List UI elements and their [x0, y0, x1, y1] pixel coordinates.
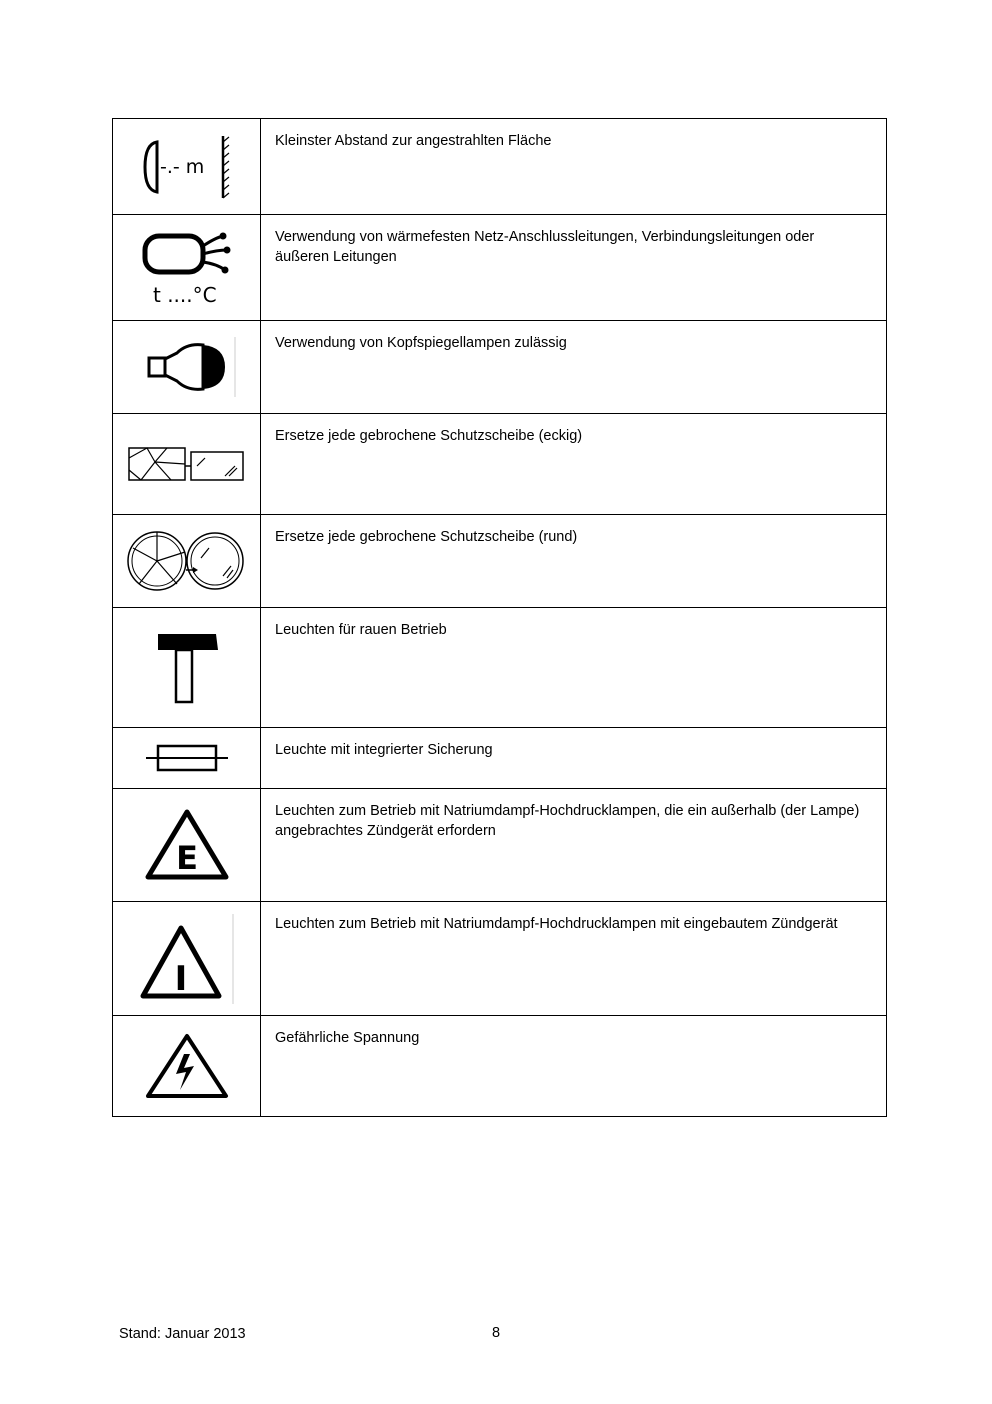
icon-cell — [113, 608, 261, 728]
table-row — [113, 789, 887, 902]
triangle-letter: E — [175, 839, 198, 877]
description-cell: Verwendung von wärmefesten Netz-Anschlussleitungen, Verbindungsleitungen oder äußeren Leitungen — [261, 215, 887, 321]
heat-resistant-cable-icon — [137, 228, 237, 308]
broken-glass-square-icon — [127, 444, 247, 484]
icon-cell — [113, 728, 261, 789]
distance-label: -.- m — [159, 155, 204, 178]
table-row — [113, 515, 887, 608]
table-row — [113, 321, 887, 414]
icon-cell — [113, 1016, 261, 1117]
rough-service-hammer-icon — [152, 630, 222, 706]
table-row — [113, 414, 887, 515]
fuse-icon — [142, 740, 232, 776]
table-row — [113, 728, 887, 789]
description-cell: Leuchte mit integrierter Sicherung — [261, 728, 887, 789]
table-row — [113, 215, 887, 321]
footer-date: Stand: Januar 2013 — [119, 1326, 246, 1342]
external-ignitor-triangle-icon — [142, 807, 232, 883]
table-row — [113, 1016, 887, 1117]
icon-cell — [113, 902, 261, 1016]
table-row — [113, 119, 887, 215]
description-cell: Kleinster Abstand zur angestrahlten Fläche — [261, 119, 887, 215]
icon-cell — [113, 215, 261, 321]
symbol-table — [112, 118, 887, 1117]
description-cell: Leuchten zum Betrieb mit Natriumdampf-Hochdrucklampen, die ein außerhalb (der Lampe) angebrachtes Zündgerät erfordern — [261, 789, 887, 902]
icon-cell — [113, 414, 261, 515]
table-row — [113, 608, 887, 728]
description-cell: Gefährliche Spannung — [261, 1016, 887, 1117]
description-cell: Ersetze jede gebrochene Schutzscheibe (rund) — [261, 515, 887, 608]
internal-ignitor-triangle-icon — [137, 914, 237, 1004]
icon-cell — [113, 321, 261, 414]
temperature-label: t ....°C — [152, 282, 217, 307]
mirror-lamp-icon — [137, 337, 237, 397]
triangle-letter: I — [174, 958, 187, 999]
min-distance-icon — [137, 132, 237, 202]
icon-cell — [113, 789, 261, 902]
description-cell: Leuchten zum Betrieb mit Natriumdampf-Hochdrucklampen mit eingebautem Zündgerät — [261, 902, 887, 1016]
broken-glass-round-icon — [127, 528, 247, 594]
description-cell: Ersetze jede gebrochene Schutzscheibe (eckig) — [261, 414, 887, 515]
icon-cell — [113, 119, 261, 215]
table-row — [113, 902, 887, 1016]
description-cell: Leuchten für rauen Betrieb — [261, 608, 887, 728]
icon-cell — [113, 515, 261, 608]
description-cell: Verwendung von Kopfspiegellampen zulässig — [261, 321, 887, 414]
high-voltage-icon — [142, 1030, 232, 1102]
page-number: 8 — [492, 1325, 501, 1341]
